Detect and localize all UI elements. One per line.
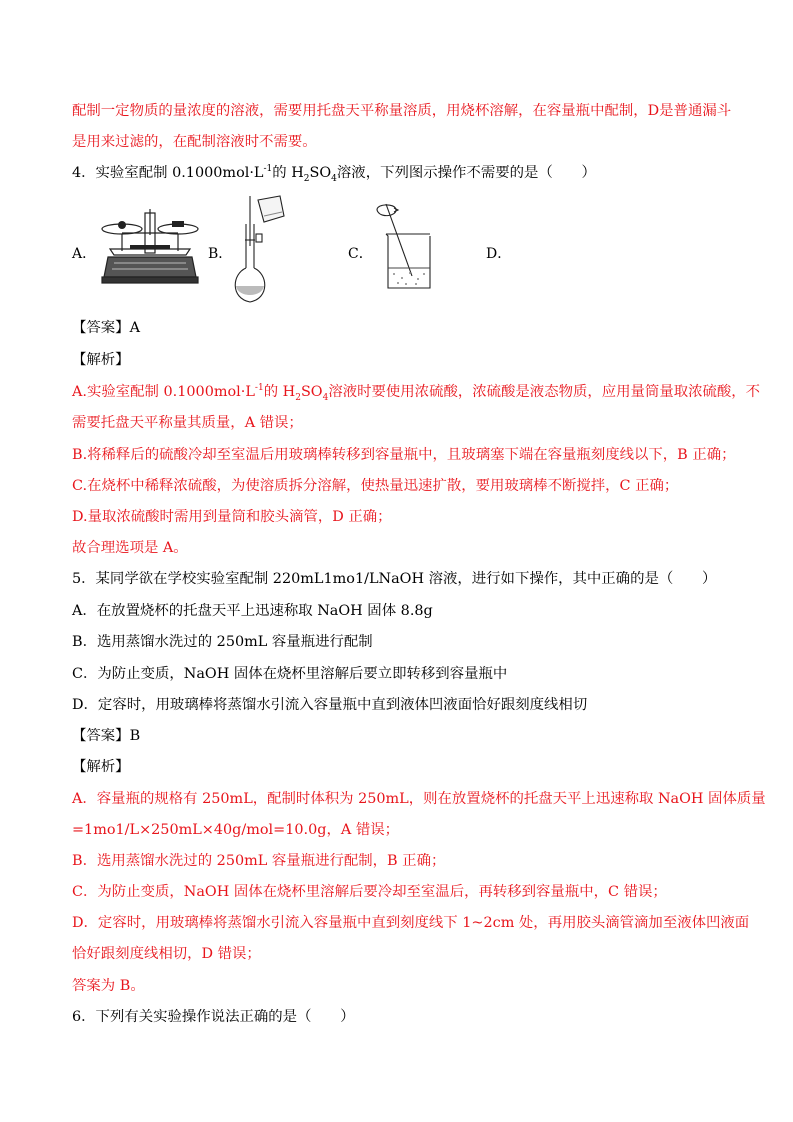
- q4-option-d-label: D．: [486, 246, 512, 262]
- q4-exp-a-prefix: A.实验室配制 0.1000mol·L: [72, 384, 255, 400]
- q4-stem-mid1: 的 H: [272, 165, 304, 181]
- q4-explanation-c: C.在烧杯中稀释浓硫酸，为使溶质拆分溶解，使热量迅速扩散，要用玻璃棒不断搅拌，C 正确；: [72, 478, 679, 494]
- q4-exp-a-sup: -1: [254, 383, 264, 394]
- prev-explanation-line-1: 配制一定物质的量浓度的溶液，需要用托盘天平称量溶质，用烧杯溶解，在容量瓶中配制，D是普通漏斗: [72, 103, 732, 119]
- balance-scale-figure: [100, 205, 200, 287]
- q4-explanation-a-line-1: [72, 382, 760, 402]
- q5-conclusion: 答案为 B。: [72, 978, 145, 994]
- q4-stem-mid2: SO: [309, 165, 332, 181]
- q4-analysis-label: 【解析】: [72, 352, 130, 368]
- q5-explanation-c: C．为防止变质，NaOH 固体在烧杯里溶解后要冷却至室温后，再转移到容量瓶中，C 错误；: [72, 884, 667, 900]
- q4-explanation-a-line-2: 需要托盘天平称量其质量，A 错误；: [72, 415, 303, 431]
- q5-option-d: D．定容时，用玻璃棒将蒸馏水引流入容量瓶中直到液体凹液面恰好跟刻度线相切: [72, 697, 588, 713]
- q4-exp-a-mid2: SO: [300, 384, 323, 400]
- beaker-stirring-figure: [372, 200, 434, 292]
- q4-stem-suffix: 溶液，下列图示操作不需要的是（ ）: [336, 165, 596, 181]
- q4-exp-a-sub1: 2: [295, 392, 301, 403]
- q4-stem-sub2: 4: [331, 173, 337, 184]
- q5-explanation-d-line-1: D．定容时，用玻璃棒将蒸馏水引流入容量瓶中直到刻度线下 1~2cm 处，再用胶头滴管滴加至液体凹液面: [72, 915, 750, 931]
- q4-exp-a-mid1: 的 H: [263, 384, 296, 400]
- prev-explanation-line-2: 是用来过滤的，在配制溶液时不需要。: [72, 134, 317, 150]
- question-5-stem: 5．某同学欲在学校实验室配制 220mL1mo1/LNaOH 溶液，进行如下操作，其中正确的是（ ）: [72, 571, 717, 587]
- q5-answer: 【答案】B: [72, 728, 141, 744]
- q4-explanation-d: D.量取浓硫酸时需用到量筒和胶头滴管，D 正确；: [72, 509, 392, 525]
- q4-option-b-label: B．: [208, 246, 233, 262]
- q5-option-b: B．选用蒸馏水洗过的 250mL 容量瓶进行配制: [72, 634, 373, 650]
- q4-answer: 【答案】A: [72, 320, 140, 336]
- volumetric-flask-pouring-figure: [228, 194, 288, 306]
- q4-exp-a-suffix: 溶液时要使用浓硫酸，浓硫酸是液态物质，应用量筒量取浓硫酸，不: [328, 384, 761, 400]
- q5-option-c: C．为防止变质，NaOH 固体在烧杯里溶解后要立即转移到容量瓶中: [72, 666, 508, 682]
- q4-option-c-label: C．: [348, 246, 373, 262]
- q5-option-a: A．在放置烧杯的托盘天平上迅速称取 NaOH 固体 8.8g: [72, 603, 433, 619]
- q5-explanation-a-line-2: =1mo1/L×250mL×40g/mol=10.0g，A 错误；: [72, 822, 399, 838]
- q5-explanation-b: B．选用蒸馏水洗过的 250mL 容量瓶进行配制，B 正确；: [72, 853, 446, 869]
- q5-explanation-a-line-1: A．容量瓶的规格有 250mL，配制时体积为 250mL，则在放置烧杯的托盘天平上迅速称取 NaOH 固体质量: [72, 791, 766, 807]
- q4-stem-sub1: 2: [303, 173, 310, 184]
- q4-exp-a-sub2: 4: [322, 392, 329, 403]
- q5-analysis-label: 【解析】: [72, 759, 130, 775]
- q4-explanation-b: B.将稀释后的硫酸冷却至室温后用玻璃棒转移到容量瓶中，且玻璃塞下端在容量瓶刻度线以下，B 正确；: [72, 447, 736, 463]
- question-4-stem: [72, 163, 596, 183]
- q4-stem-prefix: 4．实验室配制 0.1000mol·L: [72, 165, 264, 181]
- q4-stem-sup: -1: [263, 164, 273, 175]
- q4-conclusion: 故合理选项是 A。: [72, 540, 188, 556]
- q4-option-a-label: A．: [72, 246, 97, 262]
- q5-explanation-d-line-2: 恰好跟刻度线相切，D 错误；: [72, 946, 261, 962]
- question-6-stem: 6．下列有关实验操作说法正确的是（ ）: [72, 1009, 355, 1025]
